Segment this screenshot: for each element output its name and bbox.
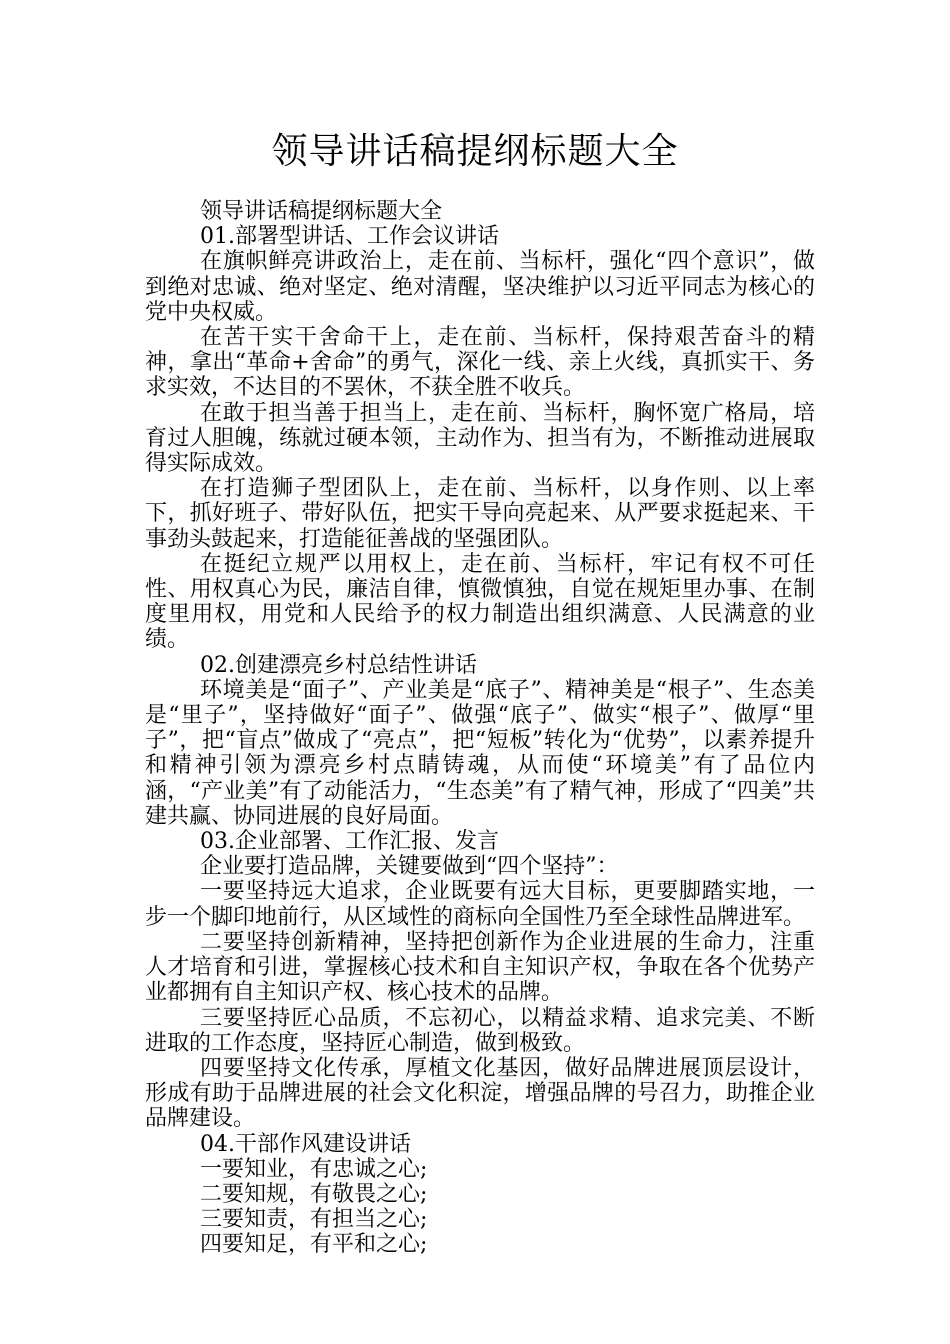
list-item: 四要知足，有平和之心; [200,1232,428,1258]
paragraph: 在旗帜鲜亮讲政治上，走在前、当标杆，强化“四个意识”，做到绝对忠诚、绝对坚定、绝对清醒，坚决维护以习近平同志为核心的党中央权威。 [145,249,815,325]
paragraph: 四要坚持文化传承，厚植文化基因，做好品牌进展顶层设计，形成有助于品牌进展的社会文化积淀，增强品牌的号召力，助推企业品牌建设。 [145,1055,815,1132]
paragraph: 三要坚持匠心品质，不忘初心，以精益求精、追求完美、不断进取的工作态度，坚持匠心制造，做到极致。 [145,1005,815,1056]
document-body [145,199,815,1258]
paragraph: 在敢于担当善于担当上，走在前、当标杆，胸怀宽广格局，培育过人胆魄，练就过硬本领，主动作为、担当有为，不断推动进展取得实际成效。 [145,400,815,477]
paragraph: 在打造狮子型团队上，走在前、当标杆，以身作则、以上率下，抓好班子、带好队伍，把实干导向亮起来、从严要求挺起来、干事劲头鼓起来，打造能征善战的坚强团队。 [145,476,815,552]
paragraph: 二要坚持创新精神，坚持把创新作为企业进展的生命力，注重人才培育和引进，掌握核心技术和自主知识产权，争取在各个优势产业都拥有自主知识产权、核心技术的品牌。 [145,929,815,1006]
section-heading-03: 03.企业部署、工作汇报、发言 [200,829,499,855]
list-item: 三要知责，有担当之心; [200,1207,428,1233]
paragraph: 企业要打造品牌，关键要做到“四个坚持”： [200,854,619,880]
paragraph: 在苦干实干舍命干上，走在前、当标杆，保持艰苦奋斗的精神，拿出“革命+舍命”的勇气，深化一线、亲上火线，真抓实干、务求实效，不达目的不罢休，不获全胜不收兵。 [145,325,815,401]
paragraph: 环境美是“面子”、产业美是“底子”、精神美是“根子”、生态美是“里子”，坚持做好“面子”、做强“底子”、做实“根子”、做厚“里子”，把“盲点”做成了“亮点”，把“短板”转化为“优势”，以素养提升和精神引领为漂亮乡村点睛铸魂，从而使“环境美”有了品位内涵，“产业美”有了动能活力，“生态美”有了精气神，形成了“四美”共建共赢、协同进展的良好局面。 [145,677,815,829]
section-heading-04: 04.干部作风建设讲话 [200,1131,411,1157]
document-title: 领导讲话稿提纲标题大全 [271,131,679,172]
paragraph-intro-title: 领导讲话稿提纲标题大全 [200,199,443,224]
paragraph: 在挺纪立规严以用权上，走在前、当标杆，牢记有权不可任性、用权真心为民，廉洁自律，慎微慎独，自觉在规矩里办事、在制度里用权，用党和人民给予的权力制造出组织满意、人民满意的业绩。 [145,551,815,653]
paragraph: 一要坚持远大追求，企业既要有远大目标，更要脚踏实地，一步一个脚印地前行，从区域性的商标向全国性乃至全球性品牌进军。 [145,879,815,930]
list-item: 一要知业，有忠诚之心; [200,1156,428,1182]
section-heading-01: 01.部署型讲话、工作会议讲话 [200,224,499,250]
list-item: 二要知规，有敬畏之心; [200,1181,428,1207]
section-heading-02: 02.创建漂亮乡村总结性讲话 [200,652,477,678]
